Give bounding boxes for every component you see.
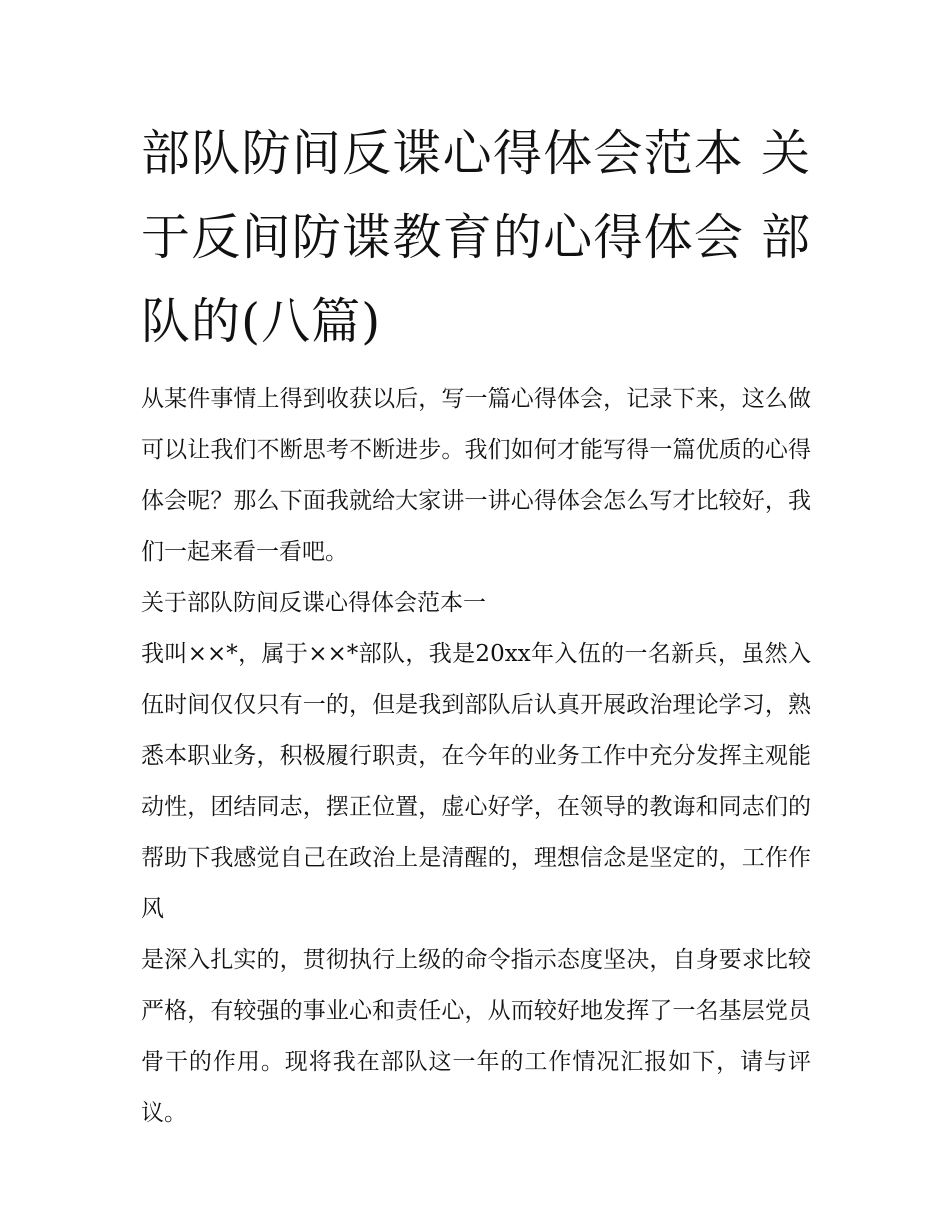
intro-paragraph: 从某件事情上得到收获以后，写一篇心得体会，记录下来，这么做可以让我们不断思考不断进步。我们如何才能写得一篇优质的心得体会呢？那么下面我就给大家讲一讲心得体会怎么写才比较好，我们一起来看一看吧。 (141, 386, 811, 565)
document-title: 部队防间反谍心得体会范本 关于反间防谍教育的心得体会 部队的(八篇) (141, 125, 811, 350)
document-content (141, 112, 811, 1139)
body-paragraph: 是深入扎实的，贯彻执行上级的命令指示态度坚决，自身要求比较严格，有较强的事业心和责任心，从而较好地发挥了一名基层党员骨干的作用。现将我在部队这一年的工作情况汇报如下，请与评议。 (141, 947, 811, 1126)
section-heading: 关于部队防间反谍心得体会范本一 (141, 590, 486, 616)
body-paragraph: 我叫××*，属于××*部队，我是20xx年入伍的一名新兵，虽然入伍时间仅仅只有一的，但是我到部队后认真开展政治理论学习，熟悉本职业务，积极履行职责，在今年的业务工作中充分发挥主观能动性，团结同志，摆正位置，虚心好学，在领导的教诲和同志们的帮助下我感觉自己在政治上是清醒的，理想信念是坚定的，工作作风 (141, 641, 811, 922)
document-body (141, 374, 811, 1139)
